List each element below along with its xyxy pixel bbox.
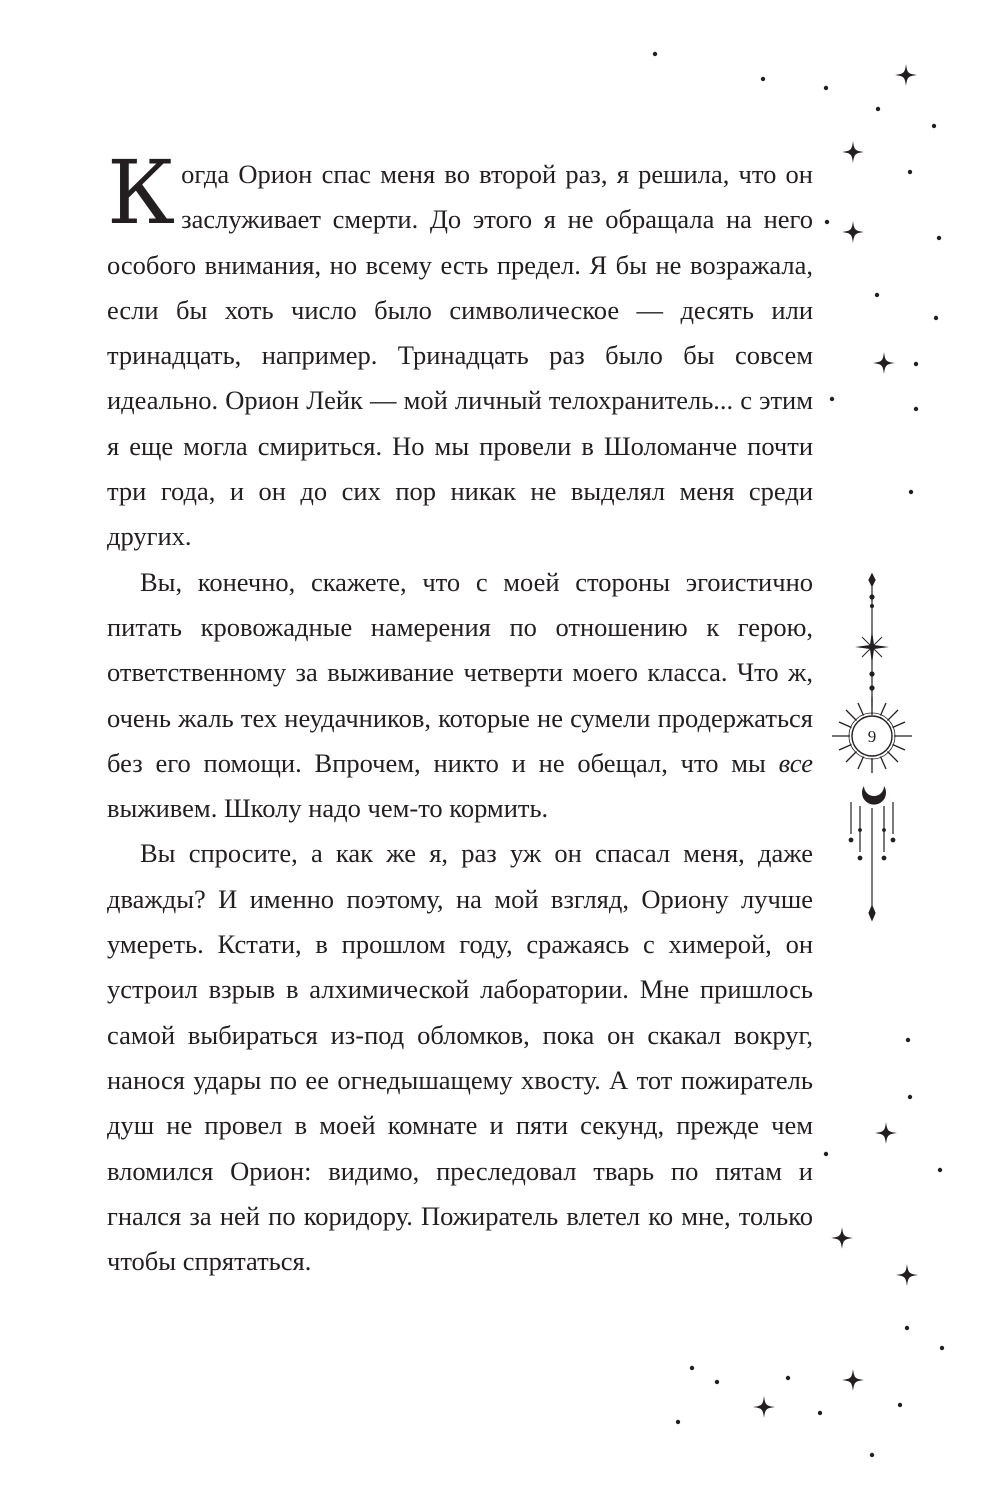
drop-cap: К bbox=[107, 141, 176, 244]
paragraph-3-text: Вы спросите, а как же я, раз уж он спасал меня, даже дважды? И именно поэтому, на мой взгляд, Ориону лучше умереть. Кстати, в прошлом году, сражаясь с химерой, он устроил взрыв в алхимической лаборатории. Мне пришлось самой выбираться из-под обломков, пока он скакал вокруг, нанося удары по ее огнедышащему хвосту. А тот пожиратель душ не провел в моей комнате и пяти секунд, прежде чем вломился Орион: видимо, преследовал тварь по пятам и гнался за ней по коридору. Пожиратель влетел ко мне, только чтобы спрятаться. bbox=[107, 838, 813, 1277]
dot-stars bbox=[653, 52, 944, 1457]
paragraph-2-text-before: Вы, конечно, скажете, что с моей стороны эгоистично питать кровожадные намерения по отношению к герою, ответственному за выживание четверти моего класса. Что ж, очень жаль тех неудачников, которые не сумели продержаться без его помощи. Впрочем, никто и не обещал, что мы bbox=[107, 566, 813, 778]
sun-moon-ornament-icon bbox=[832, 574, 912, 920]
page-number: 9 bbox=[867, 727, 877, 746]
paragraph-2-text-after: выживем. Школу надо чем-то кормить. bbox=[107, 793, 549, 824]
sparkle-star-icon bbox=[753, 64, 918, 1418]
paragraph-1-text: огда Орион спас меня во второй раз, я решила, что он заслуживает смерти. До этого я не обращала на него особого внимания, но всему есть предел. Я бы не возражала, если бы хоть число было символическое — десять или тринадцать, например. Тринадцать раз было бы совсем идеально. Орион Лейк — мой личный телохранитель... с этим я еще могла смириться. Но мы провели в Шоломанче почти три года, и он до сих пор никак не выделял меня среди других. bbox=[107, 159, 813, 552]
paragraph-2-emphasis: все bbox=[778, 747, 813, 778]
